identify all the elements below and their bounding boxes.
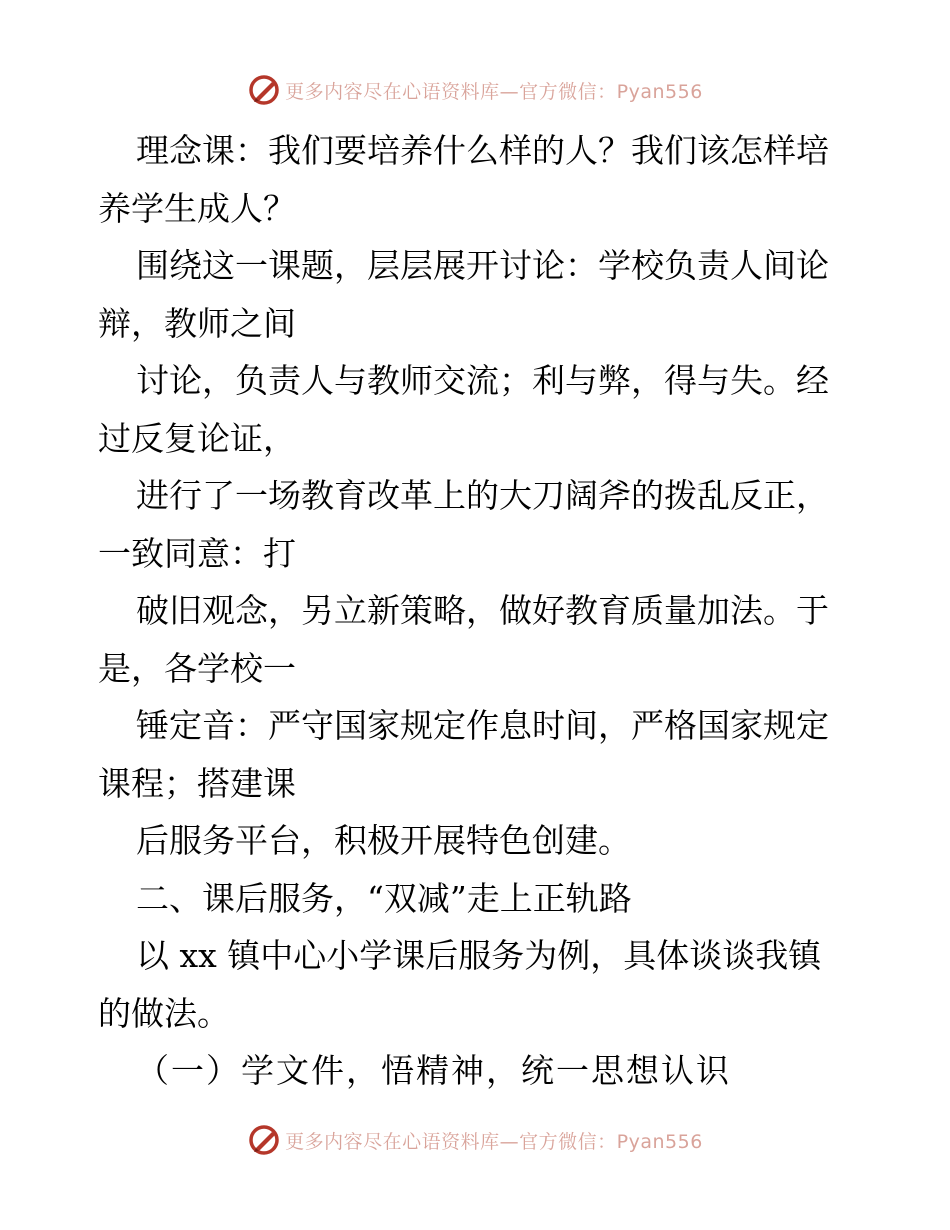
text-line: 课程；搭建课: [98, 763, 296, 803]
text-line: 破旧观念，另立新策略，做好教育质量加法。于: [136, 591, 829, 630]
pen-logo-icon: [247, 73, 281, 107]
text-line: 过反复论证，: [98, 418, 296, 458]
document-body: [98, 122, 858, 1100]
text-line: 进行了一场教育改革上的大刀阔斧的拨乱反正，: [136, 476, 829, 515]
text-line: 围绕这一课题，层层展开讨论：学校负责人间论: [136, 246, 829, 285]
subsection-heading: （一）学文件，悟精神，统一思想认识: [136, 1051, 731, 1090]
text-line: 辩，教师之间: [98, 303, 296, 343]
header-watermark-banner: [0, 72, 950, 108]
header-banner-text: 更多内容尽在心语资料库—官方微信：Pyan556: [285, 80, 703, 103]
text-line: 理念课：我们要培养什么样的人？我们该怎样培: [136, 131, 829, 170]
section-heading: 二、课后服务，“双减”走上正轨路: [136, 878, 632, 918]
footer-banner-text: 更多内容尽在心语资料库—官方微信：Pyan556: [285, 1130, 703, 1153]
text-line: 一致同意：打: [98, 533, 296, 573]
text-line: 是，各学校一: [98, 648, 296, 688]
text-line: 养学生成人？: [98, 188, 296, 228]
text-line: 讨论，负责人与教师交流；利与弊，得与失。经: [136, 361, 829, 400]
text-line: 的做法。: [98, 993, 230, 1033]
pen-logo-icon: [247, 1123, 281, 1157]
text-line: 以 xx 镇中心小学课后服务为例，具体谈谈我镇: [136, 936, 822, 975]
footer-watermark-banner: [0, 1122, 950, 1158]
text-line: 后服务平台，积极开展特色创建。: [136, 821, 631, 860]
text-line: 锤定音：严守国家规定作息时间，严格国家规定: [136, 706, 829, 745]
